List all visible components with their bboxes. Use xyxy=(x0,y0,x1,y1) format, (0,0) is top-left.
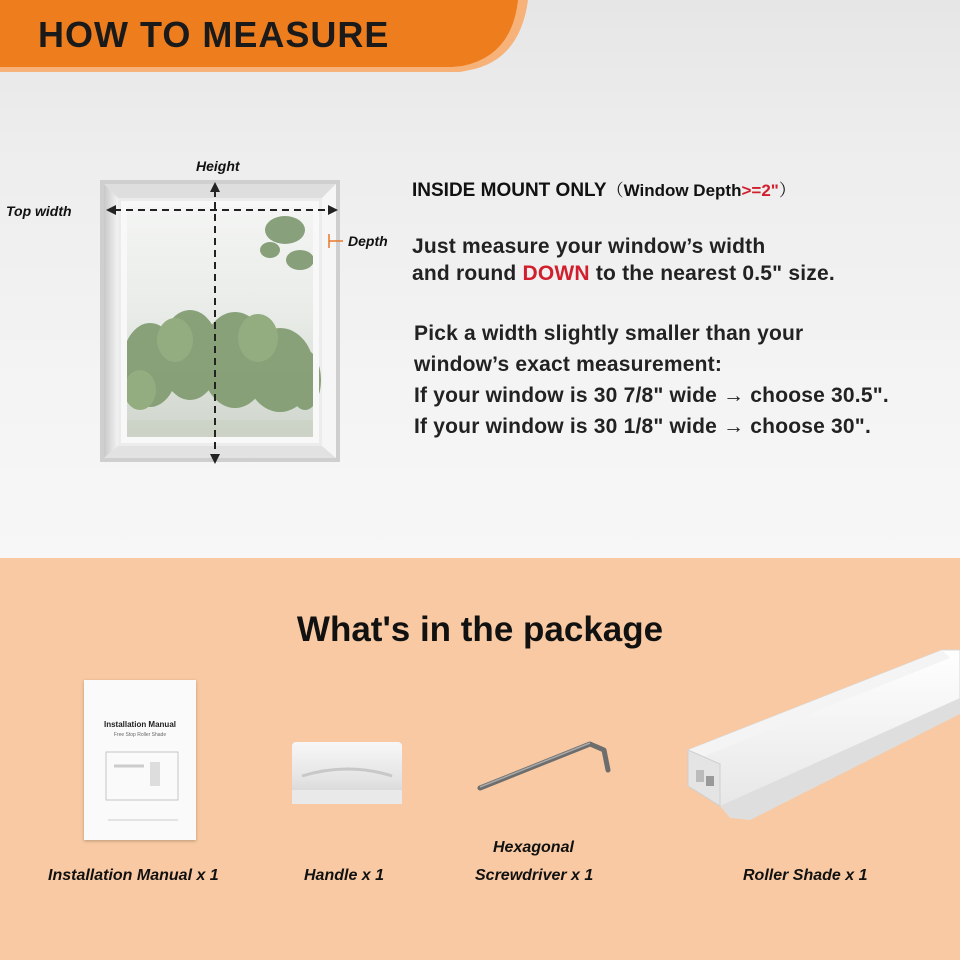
roller-shade-image xyxy=(680,646,960,826)
mount-heading xyxy=(412,176,796,202)
manual-cover-title: Installation Manual xyxy=(103,720,176,729)
instruction-line-5: If your window is 30 7/8" wide → choose 30.5". xyxy=(414,384,889,407)
height-label: Height xyxy=(196,158,240,174)
depth-text: Window Depth xyxy=(623,181,742,200)
instruction-line-3: Pick a width slightly smaller than your xyxy=(414,322,804,345)
instruction-line-2-post: to the nearest 0.5" size. xyxy=(589,262,835,285)
instruction-line-2 xyxy=(412,262,835,286)
handle-image xyxy=(288,738,406,808)
instruction-line-4: window’s exact measurement: xyxy=(414,353,723,376)
item-label-screwdriver-line2: Screwdriver x 1 xyxy=(475,867,594,884)
instruction-line-2-pre: and round xyxy=(412,262,523,285)
paren-open: （ xyxy=(606,181,624,200)
package-title: What's in the package xyxy=(296,610,664,649)
paren-close: ） xyxy=(778,181,796,200)
installation-manual-image xyxy=(84,680,196,840)
depth-label: Depth xyxy=(348,233,388,249)
manual-cover-subtitle: Free Stop Roller Shade xyxy=(113,732,167,738)
item-label-handle: Handle x 1 xyxy=(304,867,385,884)
instruction-line-6: If your window is 30 1/8" wide → choose 30". xyxy=(414,415,871,438)
depth-value: >=2" xyxy=(741,181,779,200)
down-highlight: DOWN xyxy=(522,262,590,285)
item-label-manual: Installation Manual x 1 xyxy=(48,867,219,884)
item-label-screwdriver-line1: Hexagonal xyxy=(493,839,574,856)
header-title: HOW TO MEASURE xyxy=(38,14,390,55)
hex-screwdriver-image xyxy=(470,730,620,800)
top-width-label: Top width xyxy=(6,203,72,219)
window-diagram xyxy=(0,150,400,480)
item-label-roller-shade: Roller Shade x 1 xyxy=(743,867,868,884)
instruction-line-1: Just measure your window’s width xyxy=(412,235,766,258)
mount-title: INSIDE MOUNT ONLY xyxy=(412,180,607,201)
manual-illustration xyxy=(84,680,196,840)
